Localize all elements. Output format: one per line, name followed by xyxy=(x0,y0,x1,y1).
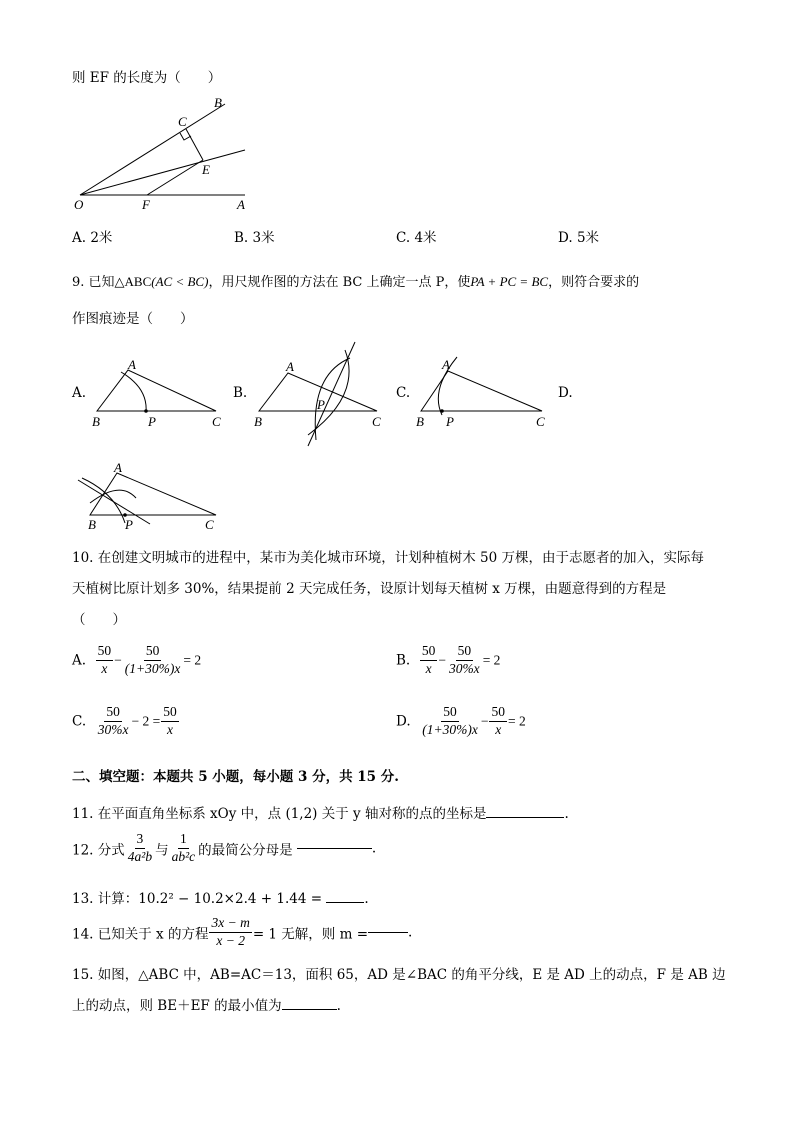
q12-answer-blank[interactable] xyxy=(297,847,372,849)
svg-text:P: P xyxy=(148,414,156,429)
q9-option-c-label[interactable]: C. xyxy=(396,385,411,401)
svg-text:C: C xyxy=(536,414,545,429)
q15-line1: 15. 如图，△ABC 中，AB=AC＝13，面积 65，AD 是∠BAC 的角平分线，E 是 AD 上的动点，F 是 AB 边 xyxy=(72,967,726,983)
q8-option-a[interactable]: A. 2米 xyxy=(72,230,113,246)
q10-option-c[interactable]: C. $\frac{50}{30\%x}$ − 2 = $\frac{50}{x}$ xyxy=(72,704,177,737)
svg-text:C: C xyxy=(205,517,214,532)
q15-answer-blank[interactable] xyxy=(282,1008,337,1010)
q9-option-c-figure xyxy=(412,355,557,430)
svg-text:P: P xyxy=(317,397,325,412)
q9-option-d-figure xyxy=(70,458,230,536)
q14-answer-blank[interactable] xyxy=(368,931,408,933)
q8-option-d[interactable]: D. 5米 xyxy=(558,230,600,246)
q9-option-b-label[interactable]: B. xyxy=(233,385,248,401)
q8-figure xyxy=(70,92,260,217)
svg-text:A: A xyxy=(286,359,294,374)
q8-label-f: F xyxy=(142,197,150,212)
q8-label-e: E xyxy=(202,162,210,177)
svg-text:A: A xyxy=(128,357,136,372)
q10-option-b[interactable]: B. $\frac{50}{x}$ − $\frac{50}{30\%x}$ = 2 xyxy=(396,643,501,676)
q9-option-b-figure xyxy=(250,340,390,450)
q10-option-a[interactable]: A. $\frac{50}{x}$ − $\frac{50}{(1+30\%)x}$ = 2 xyxy=(72,643,202,676)
svg-text:B: B xyxy=(88,517,96,532)
q10-line3: （ ） xyxy=(72,612,126,628)
q13: 13. 计算：10.2² − 10.2×2.4 + 1.44 = . xyxy=(72,891,369,907)
q11: 11. 在平面直角坐标系 xOy 中，点 (1,2) 关于 y 轴对称的点的坐标是 . xyxy=(72,806,569,822)
q15-line2: 上的动点，则 BE＋EF 的最小值为 . xyxy=(72,998,341,1014)
svg-text:C: C xyxy=(372,414,381,429)
svg-text:A: A xyxy=(114,460,122,475)
q10-option-d[interactable]: D. $\frac{50}{(1+30\%)x}$ − $\frac{50}{x}$ = 2 xyxy=(396,704,526,737)
section2-title: 二、填空题：本题共 5 小题，每小题 3 分，共 15 分. xyxy=(72,769,399,785)
svg-text:A: A xyxy=(442,357,450,372)
q10-line2: 天植树比原计划多 30%，结果提前 2 天完成任务，设原计划每天植树 x 万棵，由题意得到的方程是 xyxy=(72,581,667,597)
q12: 12. 分式 $\frac{3}{\text{4a²b}}$ 与 $\frac{1}{\text{ab²c}}$ 的最简公分母是 . xyxy=(72,831,377,864)
q9-line1: 9. 已知△ABC(AC < BC)，用尺规作图的方法在 BC 上确定一点 P，使PA + PC = BC，则符合要求的 xyxy=(72,274,640,290)
svg-text:C: C xyxy=(212,414,221,429)
q8-option-b[interactable]: B. 3米 xyxy=(234,230,275,246)
q14: 14. 已知关于 x 的方程 $\frac{3x - m}{x - 2}$ = 1 无解，则 m = . xyxy=(72,915,413,948)
q9-option-a-label[interactable]: A. xyxy=(72,385,87,401)
q9-option-d-label[interactable]: D. xyxy=(558,385,573,401)
q8-label-b: B xyxy=(214,95,222,110)
q13-answer-blank[interactable] xyxy=(326,901,364,903)
svg-text:P: P xyxy=(125,517,133,532)
svg-text:B: B xyxy=(416,414,424,429)
q9-line2: 作图痕迹是（ ） xyxy=(72,311,194,327)
q9-option-a-figure xyxy=(88,356,233,431)
q8-stem: 则 EF 的长度为（ ） xyxy=(72,70,222,86)
q10-line1: 10. 在创建文明城市的进程中，某市为美化城市环境，计划种植树木 50 万棵，由于志愿者的加入，实际每 xyxy=(72,550,705,566)
q8-label-o: O xyxy=(74,197,84,212)
q8-label-c: C xyxy=(178,114,187,129)
svg-text:B: B xyxy=(254,414,262,429)
q8-option-c[interactable]: C. 4米 xyxy=(396,230,437,246)
q8-label-a: A xyxy=(237,197,245,212)
q11-answer-blank[interactable] xyxy=(486,816,564,818)
svg-text:B: B xyxy=(92,414,100,429)
svg-text:P: P xyxy=(446,414,454,429)
